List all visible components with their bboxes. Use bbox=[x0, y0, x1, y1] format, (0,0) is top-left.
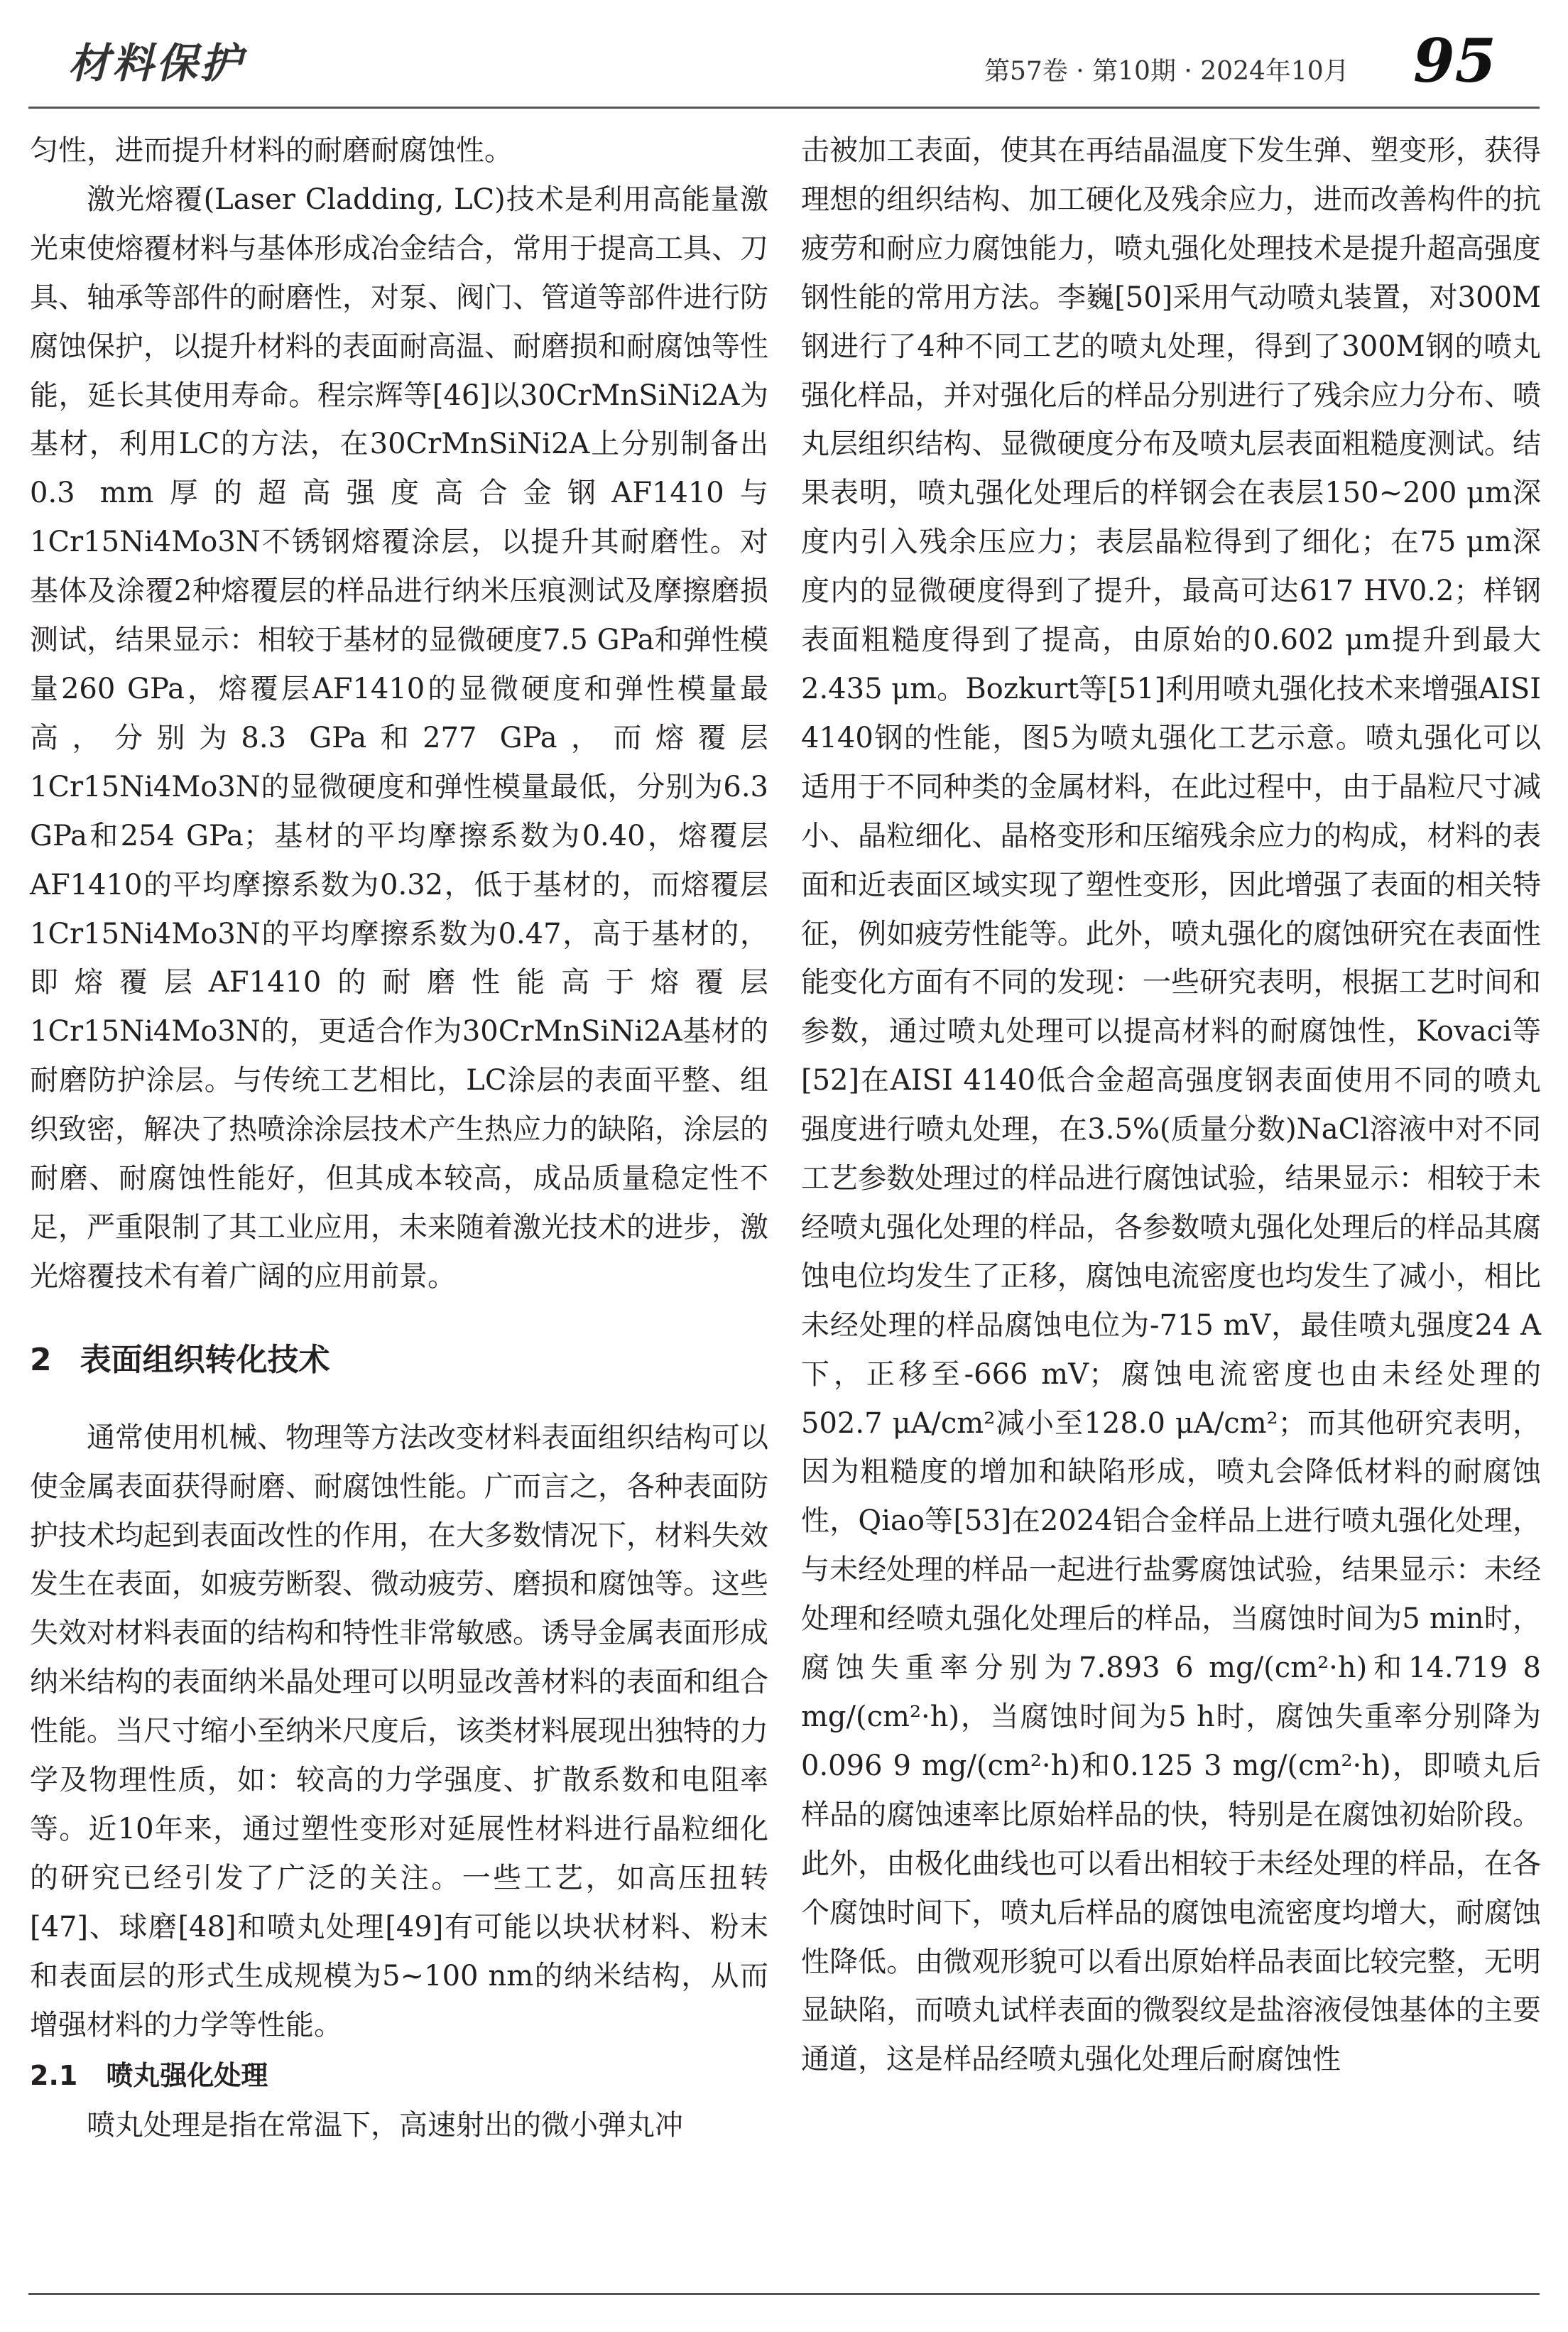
section-number: 2 bbox=[30, 1341, 52, 1378]
journal-logo: 材料保护 bbox=[68, 39, 245, 87]
subsection-number: 2.1 bbox=[30, 2059, 78, 2091]
footer-rule bbox=[28, 2293, 1540, 2295]
paragraph-laser-cladding: 激光熔覆(Laser Cladding, LC)技术是利用高能量激光束使熔覆材料与基体形成冶金结合，常用于提高工具、刀具、轴承等部件的耐磨性，对泵、阀门、管道等部件进行防腐蚀保护，以提升材料的表面耐高温、耐磨损和耐腐蚀等性能，延长其使用寿命。程宗辉等[46]以30CrMnSiNi2A为基材，利用LC的方法，在30CrMnSiNi2A上分别制备出0.3 mm厚的超高强度高合金钢AF1410与1Cr15Ni4Mo3N不锈钢熔覆涂层，以提升其耐磨性。对基体及涂覆2种熔覆层的样品进行纳米压痕测试及摩擦磨损测试，结果显示：相较于基材的显微硬度7.5 GPa和弹性模量260 GPa，熔覆层AF1410的显微硬度和弹性模量最高，分别为8.3 GPa和277 GPa，而熔覆层1Cr15Ni4Mo3N的显微硬度和弹性模量最低，分别为6.3 GPa和254 GPa；基材的平均摩擦系数为0.40，熔覆层AF1410的平均摩擦系数为0.32，低于基材的，而熔覆层1Cr15Ni4Mo3N的平均摩擦系数为0.47，高于基材的，即熔覆层AF1410的耐磨性能高于熔覆层1Cr15Ni4Mo3N的，更适合作为30CrMnSiNi2A基材的耐磨防护涂层。与传统工艺相比，LC涂层的表面平整、组织致密，解决了热喷涂涂层技术产生热应力的缺陷，涂层的耐磨、耐腐蚀性能好，但其成本较高，成品质量稳定性不足，严重限制了其工业应用，未来随着激光技术的进步，激光熔覆技术有着广阔的应用前景。 bbox=[30, 183, 768, 1293]
header-rule bbox=[28, 107, 1540, 109]
paragraph-continuation: 匀性，进而提升材料的耐磨耐腐蚀性。 bbox=[30, 134, 513, 167]
page-number: 95 bbox=[1413, 26, 1496, 96]
section-heading bbox=[30, 1335, 768, 1385]
paragraph-shot-peening-start: 喷丸处理是指在常温下，高速射出的微小弹丸冲 bbox=[87, 2108, 683, 2142]
paragraph-shot-peening-continued: 击被加工表面，使其在再结晶温度下发生弹、塑变形，获得理想的组织结构、加工硬化及残余应力，进而改善构件的抗疲劳和耐应力腐蚀能力，喷丸强化处理技术是提升超高强度钢性能的常用方法。李巍[50]采用气动喷丸装置，对300M钢进行了4种不同工艺的喷丸处理，得到了300M钢的喷丸强化样品，并对强化后的样品分别进行了残余应力分布、喷丸层组织结构、显微硬度分布及喷丸层表面粗糙度测试。结果表明，喷丸强化处理后的样钢会在表层150~200 μm深度内引入残余压应力；表层晶粒得到了细化；在75 μm深度内的显微硬度得到了提升，最高可达617 HV0.2；样钢表面粗糙度得到了提高，由原始的0.602 μm提升到最大2.435 μm。Bozkurt等[51]利用喷丸强化技术来增强AISI 4140钢的性能，图5为喷丸强化工艺示意。喷丸强化可以适用于不同种类的金属材料，在此过程中，由于晶粒尺寸减小、晶粒细化、晶格变形和压缩残余应力的构成，材料的表面和近表面区域实现了塑性变形，因此增强了表面的相关特征，例如疲劳性能等。此外，喷丸强化的腐蚀研究在表面性能变化方面有不同的发现：一些研究表明，根据工艺时间和参数，通过喷丸处理可以提高材料的耐腐蚀性，Kovaci等[52]在AISI 4140低合金超高强度钢表面使用不同的喷丸强度进行喷丸处理，在3.5%(质量分数)NaCl溶液中对不同工艺参数处理过的样品进行腐蚀试验，结果显示：相较于未经喷丸强化处理的样品，各参数喷丸强化处理后的样品其腐蚀电位均发生了正移，腐蚀电流密度也均发生了减小，相比未经处理的样品腐蚀电位为-715 mV，最佳喷丸强度24 A下，正移至-666 mV；腐蚀电流密度也由未经处理的502.7 μA/cm²减小至128.0 μA/cm²；而其他研究表明，因为粗糙度的增加和缺陷形成，喷丸会降低材料的耐腐蚀性，Qiao等[53]在2024铝合金样品上进行喷丸强化处理，与未经处理的样品一起进行盐雾腐蚀试验，结果显示：未经处理和经喷丸强化处理后的样品，当腐蚀时间为5 min时，腐蚀失重率分别为7.893 6 mg/(cm²·h)和14.719 8 mg/(cm²·h)，当腐蚀时间为5 h时，腐蚀失重率分别降为0.096 9 mg/(cm²·h)和0.125 3 mg/(cm²·h)，即喷丸后样品的腐蚀速率比原始样品的快，特别是在腐蚀初始阶段。此外，由极化曲线也可以看出相较于未经处理的样品，在各个腐蚀时间下，喷丸后样品的腐蚀电流密度均增大，耐腐蚀性降低。由微观形貌可以看出原始样品表面比较完整，无明显缺陷，而喷丸试样表面的微裂纹是盐溶液侵蚀基体的主要通道，这是样品经喷丸强化处理后耐腐蚀性 bbox=[801, 134, 1541, 2076]
right-column bbox=[801, 126, 1541, 2084]
paragraph-surface-transformation: 通常使用机械、物理等方法改变材料表面组织结构可以使金属表面获得耐磨、耐腐蚀性能。广而言之，各种表面防护技术均起到表面改性的作用，在大多数情况下，材料失效发生在表面，如疲劳断裂、微动疲劳、磨损和腐蚀等。这些失效对材料表面的结构和特性非常敏感。诱导金属表面形成纳米结构的表面纳米晶处理可以明显改善材料的表面和组合性能。当尺寸缩小至纳米尺度后，该类材料展现出独特的力学及物理性质，如：较高的力学强度、扩散系数和电阻率等。近10年来，通过塑性变形对延展性材料进行晶粒细化的研究已经引发了广泛的关注。一些工艺，如高压扭转[47]、球磨[48]和喷丸处理[49]有可能以块状材料、粉末和表面层的形式生成规模为5~100 nm的纳米结构，从而增强材料的力学等性能。 bbox=[30, 1421, 768, 2041]
left-column bbox=[30, 126, 768, 2149]
subsection-heading bbox=[30, 2050, 768, 2101]
issue-info: 第57卷 · 第10期 · 2024年10月 bbox=[984, 57, 1349, 86]
section-title: 表面组织转化技术 bbox=[80, 1341, 330, 1378]
subsection-title: 喷丸强化处理 bbox=[106, 2059, 268, 2091]
